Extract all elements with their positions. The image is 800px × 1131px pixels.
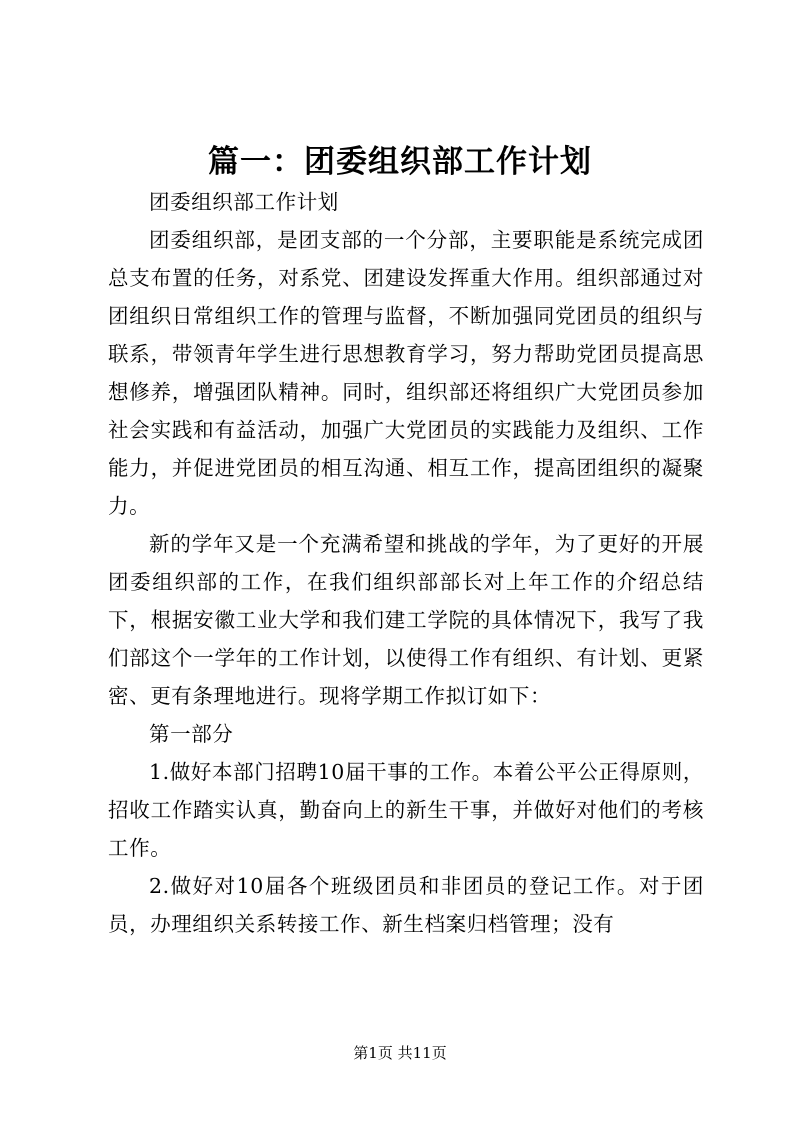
intro-paragraph: 团委组织部，是团支部的一个分部，主要职能是系统完成团总支布置的任务，对系党、团建设发挥重大作用。组织部通过对团组织日常组织工作的管理与监督，不断加强同党团员的组织与联系，带领青年学生进行思想教育学习，努力帮助党团员提高思想修养，增强团队精神。同时，组织部还将组织广大党团员参加社会实践和有益活动，加强广大党团员的实践能力及组织、工作能力，并促进党团员的相互沟通、相互工作，提高团组织的凝聚力。 <box>108 228 704 518</box>
section-heading: 第一部分 <box>149 722 234 746</box>
document-body <box>108 183 704 943</box>
item-paragraph-1: 1.做好本部门招聘10届干事的工作。本着公平公正得原则，招收工作踏实认真，勤奋向上的新生干事，并做好对他们的考核工作。 <box>108 760 704 860</box>
plan-paragraph: 新的学年又是一个充满希望和挑战的学年，为了更好的开展团委组织部的工作，在我们组织部部长对上年工作的介绍总结下，根据安徽工业大学和我们建工学院的具体情况下，我写了我们部这个一学年的工作计划，以使得工作有组织、有计划、更紧密、更有条理地进行。现将学期工作拟订如下： <box>108 532 704 708</box>
document-title: 篇一：团委组织部工作计划 <box>208 144 592 180</box>
page-footer: 第1页 共11页 <box>353 1044 447 1062</box>
subtitle-paragraph: 团委组织部工作计划 <box>149 190 339 214</box>
item-paragraph-2: 2.做好对10届各个班级团员和非团员的登记工作。对于团员，办理组织关系转接工作、新生档案归档管理；没有 <box>108 874 704 936</box>
